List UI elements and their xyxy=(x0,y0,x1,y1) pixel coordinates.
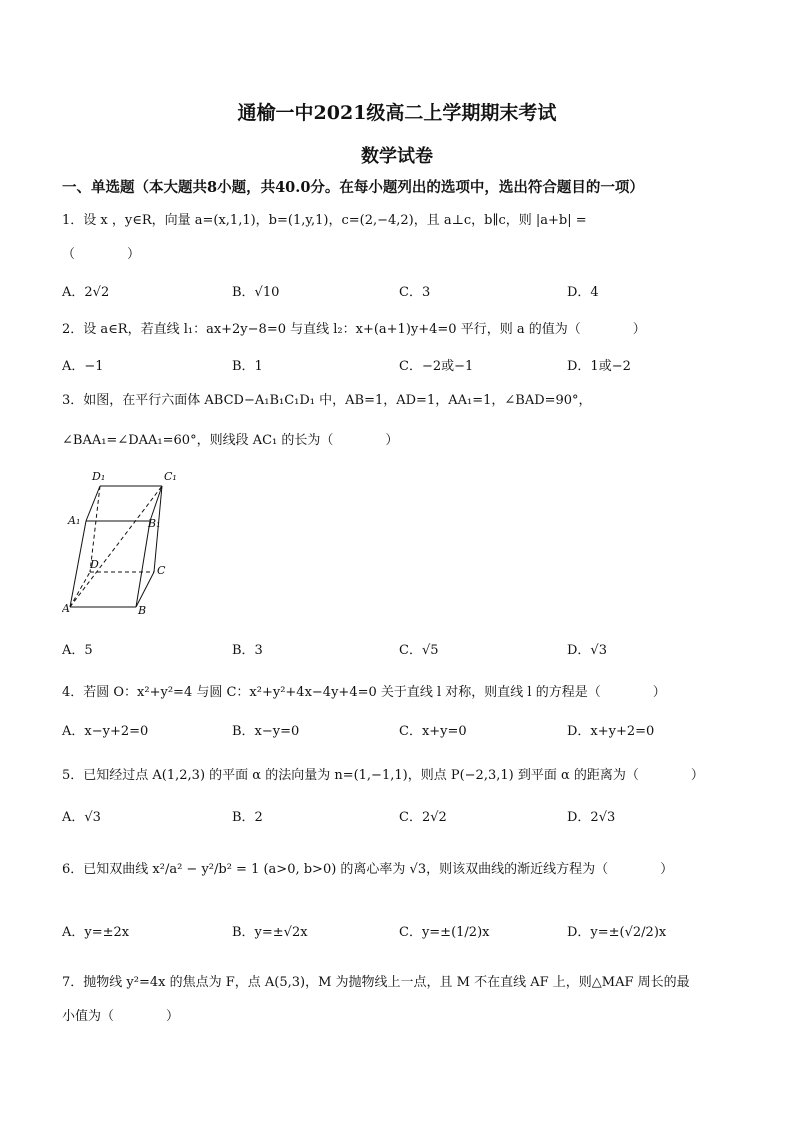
question-1-line-1: 1．设 x ，y∈R，向量 a=(x,1,1)，b=(1,y,1)，c=(2,−4,2)，且 a⊥c，b∥c，则 |a+b| = xyxy=(62,213,587,228)
label-c1: C₁ xyxy=(164,470,177,483)
diagonal-ac1 xyxy=(70,486,162,607)
question-4-option-d: D．x+y+2=0 xyxy=(567,724,655,739)
question-6-option-c: C．y=±(1/2)x xyxy=(399,925,490,940)
question-1-option-d: D．4 xyxy=(567,285,599,300)
question-4-option-c: C．x+y=0 xyxy=(399,724,467,739)
label-c: C xyxy=(157,564,166,577)
question-1-line-2: （ ） xyxy=(62,247,141,262)
question-7-line-2: 小值为（ ） xyxy=(62,1009,180,1024)
question-2-option-d: D．1或−2 xyxy=(567,359,631,374)
question-6-line-1: 6．已知双曲线 x²/a² − y²/b² = 1 (a>0, b>0) 的离心率为 √3，则该双曲线的渐近线方程为（ ） xyxy=(62,862,674,877)
question-2-line-1: 2．设 a∈R，若直线 l₁：ax+2y−8=0 与直线 l₂：x+(a+1)y+4=0 平行，则 a 的值为（ ） xyxy=(62,322,646,337)
label-b: B xyxy=(138,604,147,616)
label-d1: D₁ xyxy=(92,470,106,483)
question-3-option-c: C．√5 xyxy=(399,643,439,658)
label-a1: A₁ xyxy=(68,514,81,527)
question-6-option-a: A．y=±2x xyxy=(62,925,130,940)
question-3-option-d: D．√3 xyxy=(567,643,607,658)
question-5-option-c: C．2√2 xyxy=(399,810,447,825)
exam-title: 通榆一中2021级高二上学期期末考试 xyxy=(237,102,557,124)
label-a: A xyxy=(62,602,70,615)
label-b1: B₁ xyxy=(148,517,161,530)
question-5-option-d: D．2√3 xyxy=(567,810,616,825)
exam-subtitle: 数学试卷 xyxy=(361,146,433,167)
label-d: D xyxy=(90,558,99,571)
question-4-option-b: B．x−y=0 xyxy=(232,724,300,739)
question-6-option-b: B．y=±√2x xyxy=(232,925,308,940)
question-4-line-1: 4．若圆 O：x²+y²=4 与圆 C：x²+y²+4x−4y+4=0 关于直线 l 对称，则直线 l 的方程是（ ） xyxy=(62,685,666,700)
question-1-option-a: A．2√2 xyxy=(62,285,110,300)
question-3-option-a: A．5 xyxy=(62,643,93,658)
question-5-line-1: 5．已知经过点 A(1,2,3) 的平面 α 的法向量为 n=(1,−1,1)，则点 P(−2,3,1) 到平面 α 的距离为（ ） xyxy=(62,768,704,783)
question-2-option-b: B．1 xyxy=(232,359,263,374)
question-4-option-a: A．x−y+2=0 xyxy=(62,724,149,739)
question-7-line-1: 7．抛物线 y²=4x 的焦点为 F，点 A(5,3)，M 为抛物线上一点，且 M 不在直线 AF 上，则△MAF 周长的最 xyxy=(62,975,690,990)
question-1-option-c: C．3 xyxy=(399,285,431,300)
question-3-line-2: ∠BAA₁=∠DAA₁=60°，则线段 AC₁ 的长为（ ） xyxy=(62,433,399,448)
question-2-option-c: C．−2或−1 xyxy=(399,359,474,374)
question-1-option-b: B．√10 xyxy=(232,285,280,300)
parallelepiped-figure xyxy=(62,466,192,616)
edge-a1a xyxy=(70,521,86,607)
question-3-line-1: 3．如图，在平行六面体 ABCD−A₁B₁C₁D₁ 中，AB=1，AD=1，AA₁=1，∠BAD=90°， xyxy=(62,393,592,408)
question-6-option-d: D．y=±(√2/2)x xyxy=(567,925,667,940)
question-5-option-a: A．√3 xyxy=(62,810,101,825)
question-5-option-b: B．2 xyxy=(232,810,263,825)
question-3-option-b: B．3 xyxy=(232,643,263,658)
question-2-option-a: A．−1 xyxy=(62,359,104,374)
section-heading: 一、单选题（本大题共8小题，共40.0分。在每小题列出的选项中，选出符合题目的一项） xyxy=(62,179,644,196)
